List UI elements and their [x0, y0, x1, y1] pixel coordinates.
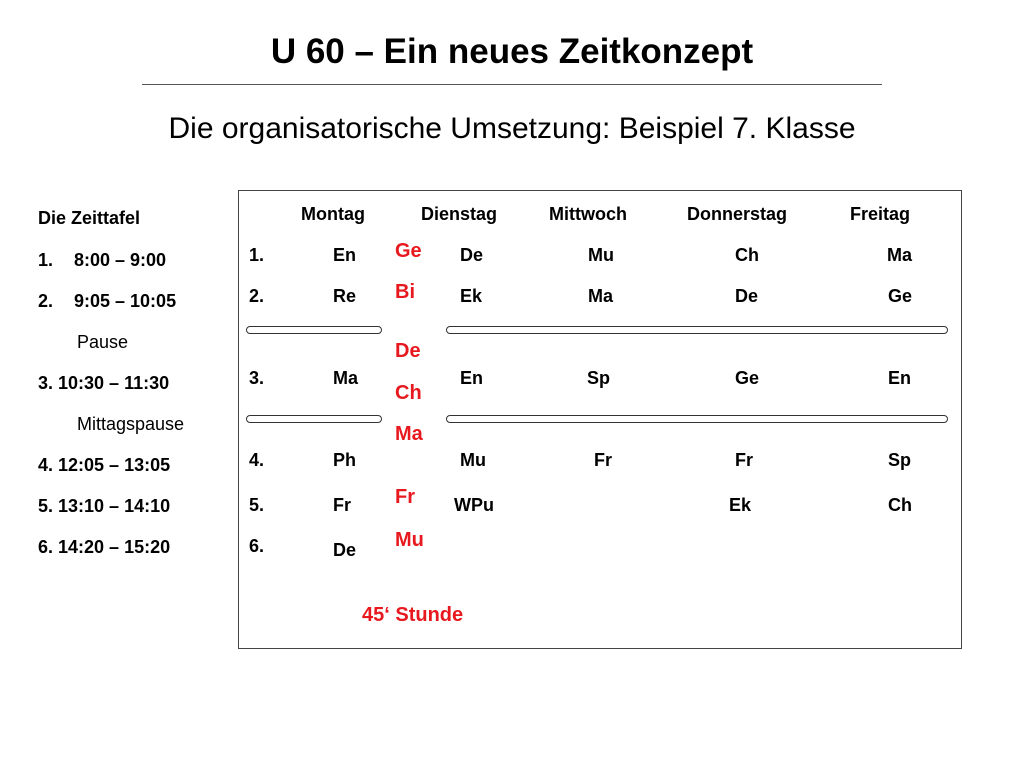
timetable-cell-dienstag: Ek [460, 286, 483, 306]
mittagspause-bar [446, 415, 948, 423]
timetable-cell-dienstag: Mu [460, 450, 486, 470]
timetable-cell-dienstag: En [460, 368, 484, 388]
timetable-cell-donnerstag: Ge [735, 368, 760, 388]
zeittafel-num-1: 1. [38, 250, 54, 270]
timetable-cell-montag: Re [333, 286, 357, 306]
period-number: 5. [249, 495, 265, 515]
period-number: 4. [249, 450, 265, 470]
red-subject: Mu [395, 529, 424, 551]
pause-bar [446, 326, 948, 334]
timetable-cell-dienstag: WPu [454, 495, 494, 515]
red-subject: Fr [395, 486, 415, 508]
red-subject: De [395, 340, 421, 362]
zeittafel-mittagspause: Mittagspause [77, 414, 185, 434]
red-subject: Ch [395, 382, 422, 404]
timetable-cell-dienstag: De [460, 245, 484, 265]
zeittafel-item-6: 6. 14:20 – 15:20 [38, 537, 171, 557]
period-number: 2. [249, 286, 265, 306]
period-number: 1. [249, 245, 265, 265]
timetable-cell-freitag: Ch [888, 495, 912, 515]
timetable-cell-freitag: Ma [887, 245, 913, 265]
timetable-cell-mittwoch: Fr [594, 450, 612, 470]
period-number: 6. [249, 536, 265, 556]
timetable-cell-mittwoch: Mu [588, 245, 614, 265]
pause-bar [246, 326, 382, 334]
page-subtitle: Die organisatorische Umsetzung: Beispiel 7. Klasse [168, 112, 856, 145]
timetable-cell-mittwoch: Ma [588, 286, 614, 306]
page-title: U 60 – Ein neues Zeitkonzept [270, 32, 754, 71]
stunde45-label: 45‘ Stunde [362, 604, 464, 626]
timetable-cell-donnerstag: Fr [735, 450, 753, 470]
zeittafel-num-2: 2. [38, 291, 54, 311]
zeittafel-time-1: 8:00 – 9:00 [74, 250, 167, 270]
timetable-cell-montag: Fr [333, 495, 351, 515]
day-header-freitag: Freitag [850, 204, 911, 224]
timetable-cell-donnerstag: Ek [729, 495, 752, 515]
day-header-mittwoch: Mittwoch [549, 204, 627, 224]
zeittafel-pause: Pause [77, 332, 129, 352]
red-subject: Ge [395, 240, 422, 262]
timetable-cell-freitag: Sp [888, 450, 912, 470]
timetable-cell-montag: Ph [333, 450, 357, 470]
timetable-cell-donnerstag: Ch [735, 245, 759, 265]
timetable-cell-montag: De [333, 540, 357, 560]
timetable-cell-montag: Ma [333, 368, 359, 388]
day-header-dienstag: Dienstag [421, 204, 498, 224]
day-header-montag: Montag [301, 204, 365, 224]
timetable-cell-freitag: En [888, 368, 912, 388]
red-subject: Bi [395, 281, 415, 303]
red-subject: Ma [395, 423, 423, 445]
zeittafel-item-3: 3. 10:30 – 11:30 [38, 373, 170, 393]
timetable-cell-montag: En [333, 245, 357, 265]
period-number: 3. [249, 368, 265, 388]
zeittafel-heading: Die Zeittafel [38, 208, 141, 228]
day-header-donnerstag: Donnerstag [687, 204, 788, 224]
mittagspause-bar [246, 415, 382, 423]
timetable-cell-freitag: Ge [888, 286, 913, 306]
timetable-cell-donnerstag: De [735, 286, 759, 306]
title-divider [142, 84, 882, 85]
zeittafel-item-5: 5. 13:10 – 14:10 [38, 496, 171, 516]
zeittafel-time-2: 9:05 – 10:05 [74, 291, 177, 311]
timetable-cell-mittwoch: Sp [587, 368, 611, 388]
zeittafel-item-4: 4. 12:05 – 13:05 [38, 455, 171, 475]
